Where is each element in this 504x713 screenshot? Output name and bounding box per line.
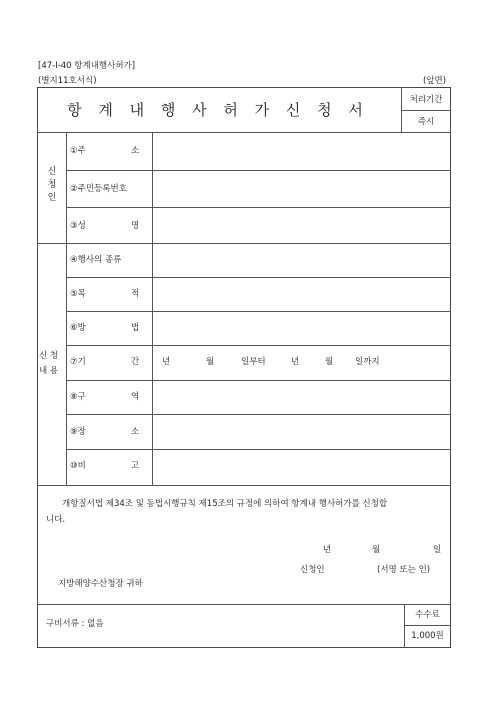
name-label: ③성	[70, 221, 86, 231]
signature-note: (서명 또는 인)	[377, 565, 431, 575]
period-to-month: 월	[325, 357, 334, 367]
period-from-year: 년	[162, 357, 171, 367]
purpose-label: ⑤목	[70, 289, 86, 299]
date-month: 월	[372, 545, 381, 555]
remarks-label: ⑩비	[70, 461, 86, 471]
place-label: ⑨장	[70, 427, 86, 437]
event-type-label: ④행사의 종류	[70, 255, 122, 265]
processing-label: 처리기간	[409, 95, 443, 105]
required-documents: 구비서류 : 없음	[46, 619, 104, 629]
area-label: ⑧구	[70, 392, 86, 402]
form-title: 항 계 내 행 사 허 가 신 청 서	[67, 101, 369, 119]
date-day: 일	[433, 545, 442, 555]
resident-number-label: ②주민등록번호	[70, 184, 127, 194]
form-number: (별지11호서식)	[38, 76, 97, 86]
page-side: (앞면)	[423, 76, 447, 86]
period-from-day: 일부터	[241, 357, 266, 367]
statement-line-1: 개항질서법 제34조 및 동법시행규칙 제15조의 규정에 의하여 항계내 행사허가를 신청합	[62, 499, 388, 509]
period-from-month: 월	[206, 357, 215, 367]
method-label: ⑥방	[70, 323, 86, 333]
addressee: 지방해양수산청장 귀하	[58, 579, 143, 589]
period-label: ⑦기	[70, 357, 86, 367]
processing-value: 즉시	[417, 117, 435, 127]
period-to-day: 일까지	[355, 357, 380, 367]
content-group-label-1: 신 청	[39, 351, 59, 361]
date-year: 년	[323, 545, 332, 555]
document-code: [47-I-40 항계내행사허가]	[38, 61, 136, 71]
period-to-year: 년	[291, 357, 300, 367]
fee-label: 수수료	[415, 610, 440, 620]
statement-line-2: 니다.	[46, 515, 66, 525]
content-group-label-2: 내 용	[39, 366, 59, 376]
fee-value: 1,000원	[411, 631, 444, 641]
form-frame	[37, 87, 451, 648]
applicant-signature-label: 신청인	[300, 565, 325, 575]
applicant-group-label: 신 청 인	[47, 167, 57, 203]
address-label: ①주	[70, 146, 86, 156]
